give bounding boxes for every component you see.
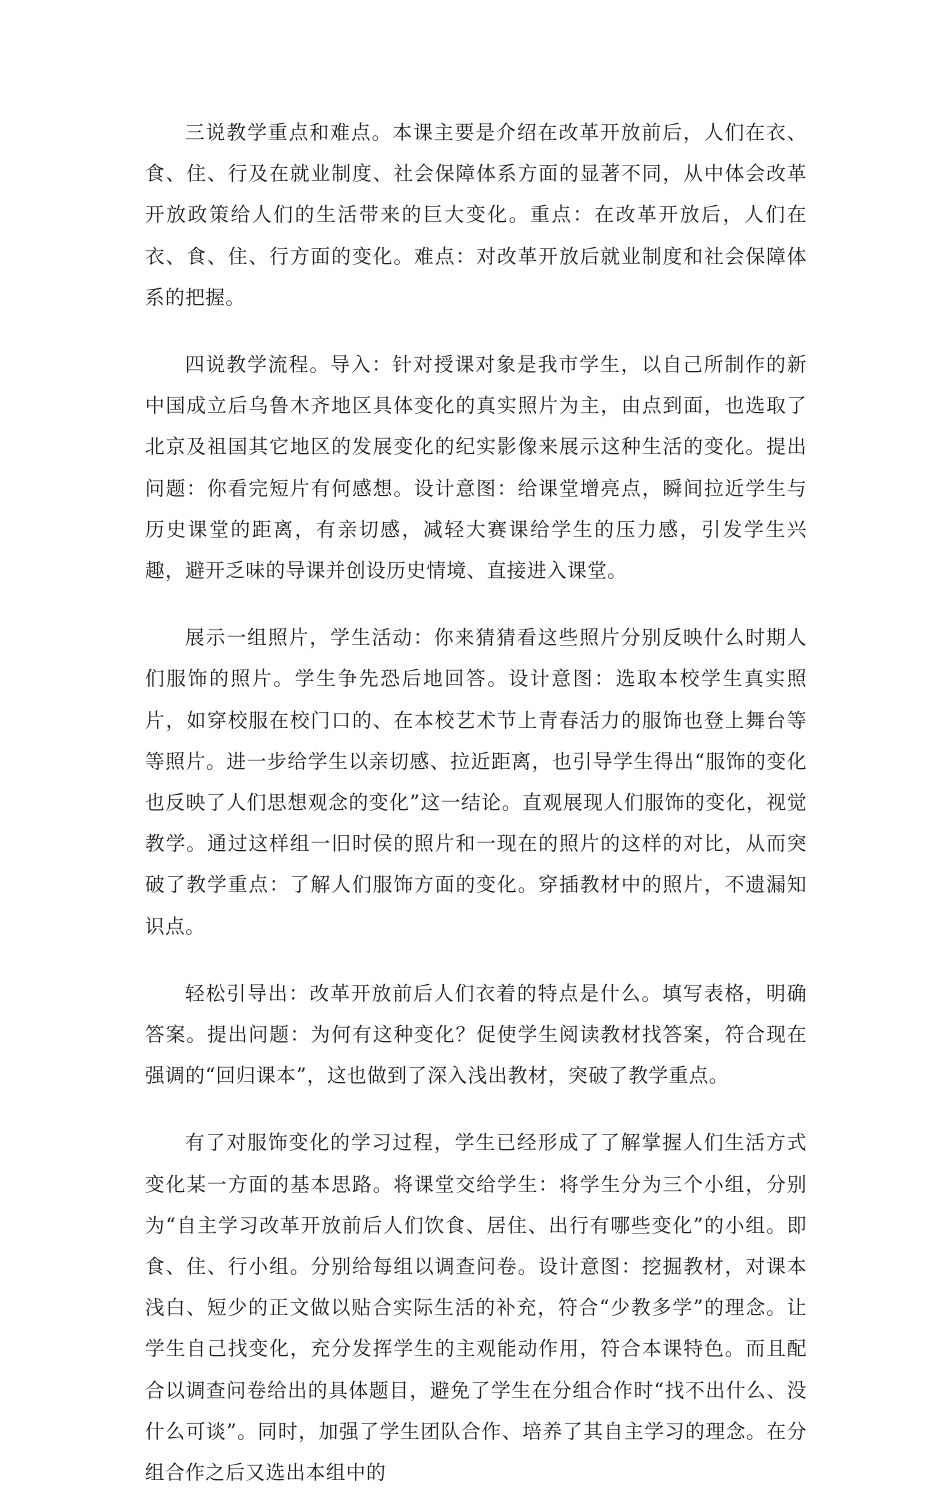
paragraph-photo-activity: 展示一组照片，学生活动：你来猜猜看这些照片分别反映什么时期人们服饰的照片。学生争先恐后地回答。设计意图：选取本校学生真实照片，如穿校服在校门口的、在本校艺术节上青春活力的服饰也登上舞台等等照片。进一步给学生以亲切感、拉近距离，也引导学生得出“服饰的变化也反映了人们思想观念的变化”这一结论。直观展现人们服饰的变化，视觉教学。通过这样组一旧时侯的照片和一现在的照片的这样的对比，从而突破了教学重点：了解人们服饰方面的变化。穿插教材中的照片，不遗漏知识点。 — [145, 626, 807, 938]
paragraph-teaching-focus: 三说教学重点和难点。本课主要是介绍在改革开放前后，人们在衣、食、住、行及在就业制度、社会保障体系方面的显著不同，从中体会改革开放政策给人们的生活带来的巨大变化。重点：在改革开放后，人们在衣、食、住、行方面的变化。难点：对改革开放后就业制度和社会保障体系的把握。 — [145, 121, 807, 309]
document-page — [145, 112, 807, 1493]
paragraph-teaching-process: 四说教学流程。导入：针对授课对象是我市学生，以自己所制作的新中国成立后乌鲁木齐地区具体变化的真实照片为主，由点到面，也选取了北京及祖国其它地区的发展变化的纪实影像来展示这种生活的变化。提出问题：你看完短片有何感想。设计意图：给课堂增亮点，瞬间拉近学生与历史课堂的距离，有亲切感，减轻大赛课给学生的压力感，引发学生兴趣，避开乏味的导课并创设历史情境、直接进入课堂。 — [145, 353, 807, 583]
paragraph-group-work: 有了对服饰变化的学习过程，学生已经形成了了解掌握人们生活方式变化某一方面的基本思路。将课堂交给学生：将学生分为三个小组，分别为“自主学习改革开放前后人们饮食、居住、出行有哪些变化”的小组。即食、住、行小组。分别给每组以调查问卷。设计意图：挖掘教材，对课本浅白、短少的正文做以贴合实际生活的补充，符合“少教多学”的理念。让学生自己找变化，充分发挥学生的主观能动作用，符合本课特色。而且配合以调查问卷给出的具体题目，避免了学生在分组合作时“找不出什么、没什么可谈”。同时，加强了学生团队合作、培养了其自主学习的理念。在分组合作之后又选出本组中的 — [145, 1131, 807, 1485]
paragraph-guided-question: 轻松引导出：改革开放前后人们衣着的特点是什么。填写表格，明确答案。提出问题：为何有这种变化？促使学生阅读教材找答案，符合现在强调的“回归课本”，这也做到了深入浅出教材，突破了教学重点。 — [145, 981, 807, 1088]
